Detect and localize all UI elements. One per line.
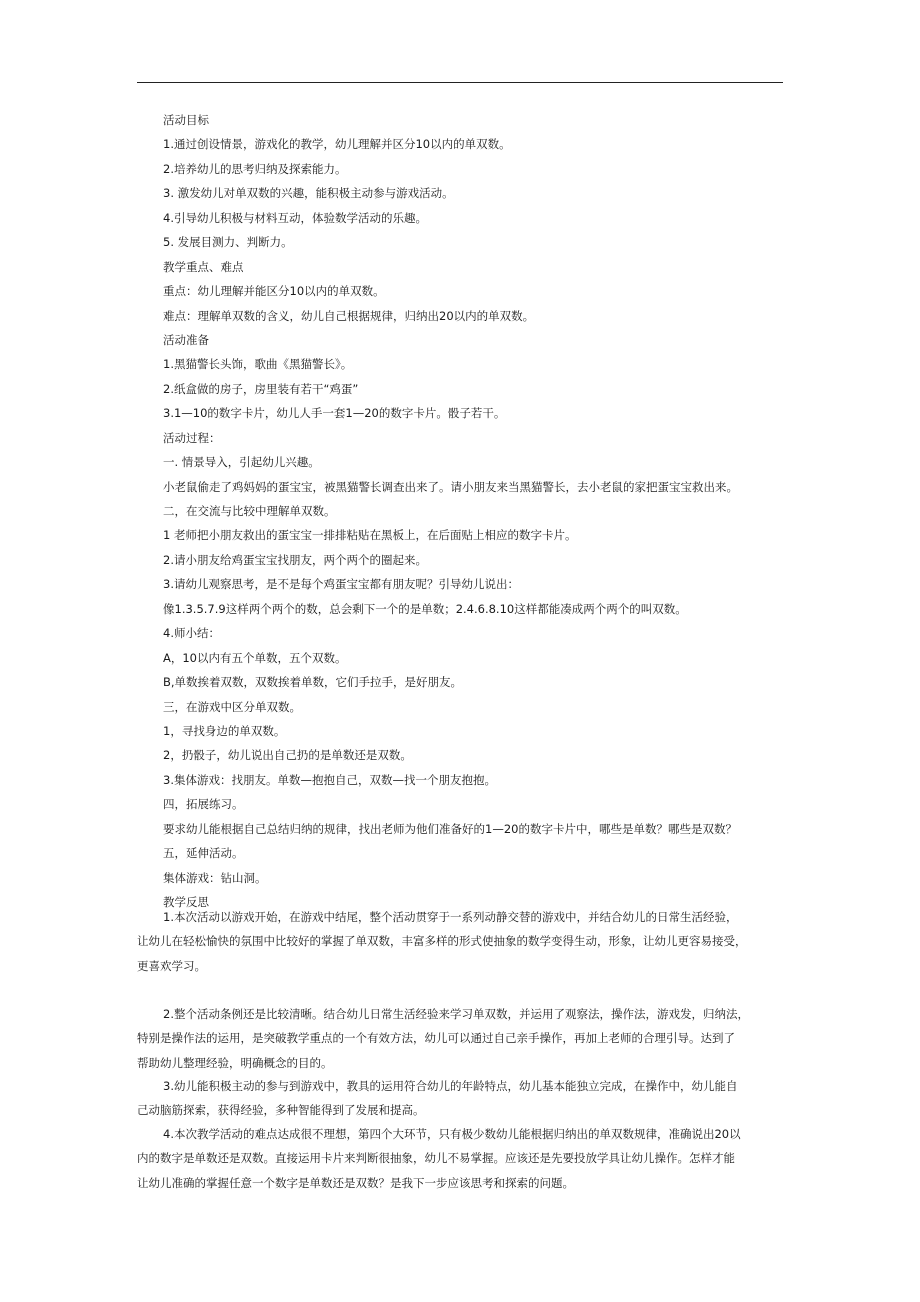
- paragraph-line: 己动脑筋探索，获得经验，多种智能得到了发展和提高。: [137, 1103, 425, 1118]
- process-step-heading: 一. 情景导入，引起幼儿兴趣。: [163, 455, 320, 470]
- heading-reflection: 教学反思: [163, 895, 209, 909]
- header-rule: [137, 82, 783, 83]
- paragraph-line: 内的数字是单数还是双数。直接运用卡片来判断很抽象，幼儿不易掌握。应该还是先要投放学具让幼儿操作。怎样才能: [137, 1151, 735, 1166]
- paragraph-line: 帮助幼儿整理经验，明确概念的目的。: [137, 1055, 333, 1070]
- process-text: 3.集体游戏：找朋友。单数—抱抱自己，双数—找一个朋友抱抱。: [163, 772, 496, 787]
- paragraph-line: 更喜欢学习。: [137, 958, 206, 973]
- paragraph-line: 让幼儿准确的掌握任意一个数字是单数还是双数？是我下一步应该思考和探索的问题。: [137, 1175, 574, 1190]
- process-step-heading: 二，在交流与比较中理解单双数。: [163, 504, 336, 518]
- process-text: B,单数挨着双数，双数挨着单数，它们手拉手，是好朋友。: [163, 675, 463, 690]
- preparation-item: 1.黑猫警长头饰，歌曲《黑猫警长》。: [163, 357, 353, 372]
- preparation-item: 2.纸盒做的房子，房里装有若干“鸡蛋”: [163, 381, 359, 396]
- reflection-paragraph: [137, 1006, 783, 1079]
- heading-activity-goals: 活动目标: [163, 113, 209, 127]
- process-text: 1 老师把小朋友救出的蛋宝宝一排排粘贴在黑板上，在后面贴上相应的数字卡片。: [163, 528, 577, 543]
- paragraph-line: 特别是操作法的运用，是突破教学重点的一个有效方法，幼儿可以通过自己亲手操作，再加上老师的合理引导。达到了: [137, 1031, 735, 1046]
- process-text: 像1.3.5.7.9这样两个两个的数，总会剩下一个的是单数；2.4.6.8.10这样都能凑成两个两个的叫双数。: [163, 601, 687, 616]
- process-step-heading: 四，拓展练习。: [163, 797, 244, 812]
- heading-preparation: 活动准备: [163, 332, 209, 347]
- heading-process: 活动过程：: [163, 430, 221, 445]
- process-text: 1，寻找身边的单双数。: [163, 723, 286, 738]
- process-text: 集体游戏：钻山洞。: [163, 870, 267, 885]
- goal-item: 1.通过创设情景，游戏化的教学，幼儿理解并区分10以内的单双数。: [163, 137, 511, 152]
- process-step-heading: 三，在游戏中区分单双数。: [163, 699, 301, 714]
- process-text: 2，扔骰子，幼儿说出自己扔的是单数还是双数。: [163, 748, 412, 763]
- paragraph-line: 2.整个活动条例还是比较清晰。结合幼儿日常生活经验来学习单双数，并运用了观察法，操作法，游戏发，归纳法，: [163, 1007, 749, 1021]
- key-point-text: 重点：幼儿理解并能区分10以内的单双数。: [163, 284, 385, 299]
- paragraph-line: 让幼儿在轻松愉快的氛围中比较好的掌握了单双数，丰富多样的形式使抽象的数学变得生动，形象，让幼儿更容易接受，: [137, 934, 747, 949]
- paragraph-line: 4.本次教学活动的难点达成很不理想，第四个大环节，只有极少数幼儿能根据归纳出的单双数规律，准确说出20以: [163, 1127, 741, 1141]
- reflection-paragraph: [137, 1126, 783, 1199]
- process-text: 4.师小结：: [163, 626, 220, 641]
- process-text: 要求幼儿能根据自己总结归纳的规律，找出老师为他们准备好的1—20的数字卡片中，哪些是单数？哪些是双数？: [163, 821, 737, 836]
- goal-item: 4.引导幼儿积极与材料互动，体验数学活动的乐趣。: [163, 210, 427, 225]
- paragraph-line: 1.本次活动以游戏开始，在游戏中结尾，整个活动贯穿于一系列动静交替的游戏中，并结合幼儿的日常生活经验，: [163, 910, 738, 924]
- goal-item: 2.培养幼儿的思考归纳及探索能力。: [163, 161, 347, 176]
- goal-item: 3. 激发幼儿对单双数的兴趣，能积极主动参与游戏活动。: [163, 186, 454, 201]
- preparation-item: 3.1—10的数字卡片，幼儿人手一套1—20的数字卡片。骰子若干。: [163, 406, 506, 421]
- difficulty-text: 难点：理解单双数的含义，幼儿自己根据规律，归纳出20以内的单双数。: [163, 308, 535, 323]
- reflection-paragraph: [137, 909, 783, 982]
- heading-key-points: 教学重点、难点: [163, 259, 244, 274]
- process-step-heading: 五，延伸活动。: [163, 846, 244, 861]
- process-text: 2.请小朋友给鸡蛋宝宝找朋友，两个两个的圈起来。: [163, 552, 427, 567]
- paragraph-line: 3.幼儿能积极主动的参与到游戏中，教具的运用符合幼儿的年龄特点，幼儿基本能独立完成，在操作中，幼儿能自: [163, 1079, 738, 1093]
- goal-item: 5. 发展目测力、判断力。: [163, 235, 293, 250]
- lesson-plan-body: [163, 112, 783, 918]
- process-text: A，10以内有五个单数，五个双数。: [163, 650, 347, 665]
- process-text: 小老鼠偷走了鸡妈妈的蛋宝宝，被黑猫警长调查出来了。请小朋友来当黑猫警长，去小老鼠的家把蛋宝宝救出来。: [163, 479, 738, 494]
- reflection-paragraph: [137, 1078, 783, 1127]
- process-text: 3.请幼儿观察思考，是不是每个鸡蛋宝宝都有朋友呢？引导幼儿说出：: [163, 577, 519, 592]
